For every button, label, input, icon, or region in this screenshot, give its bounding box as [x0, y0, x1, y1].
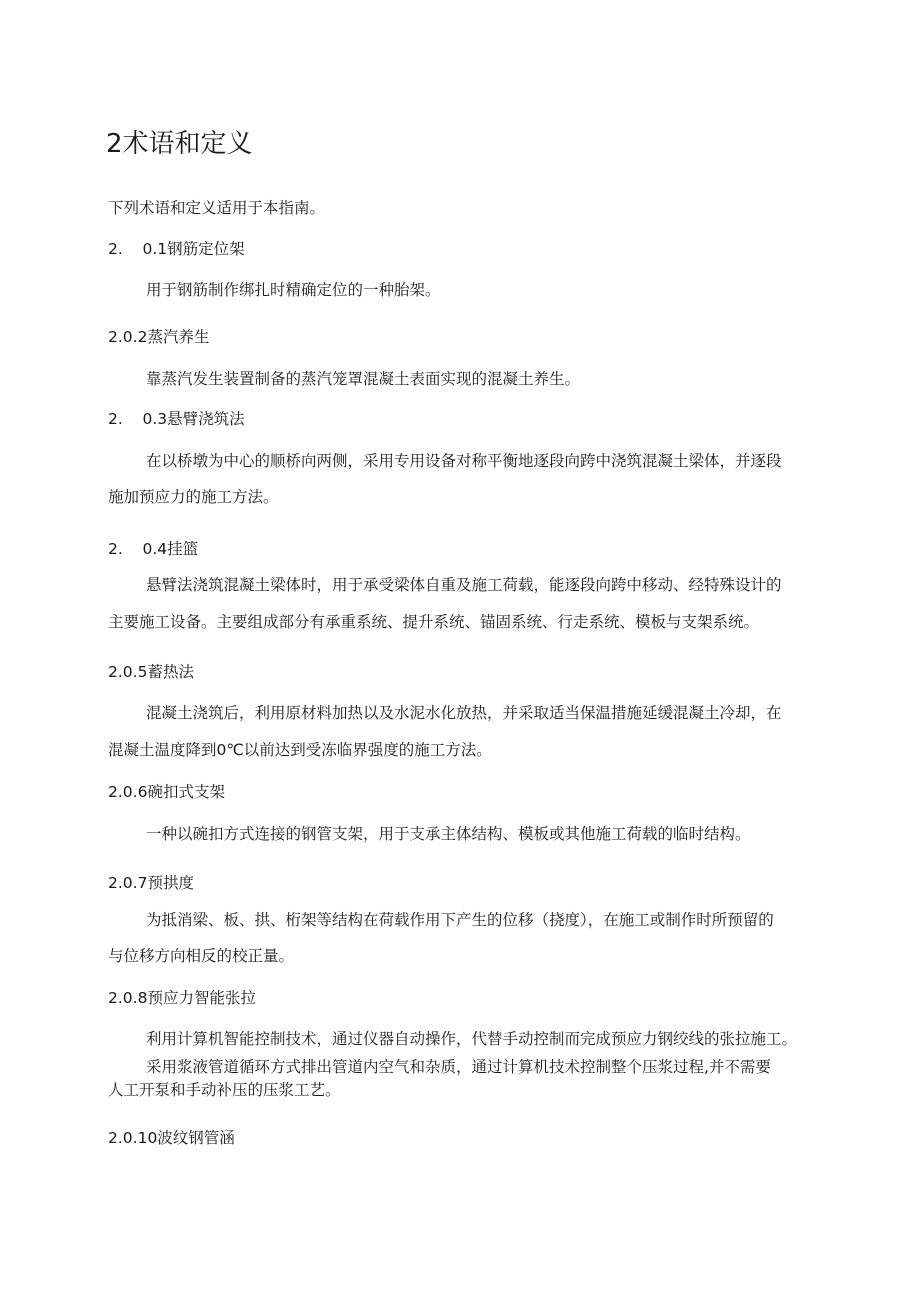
- section-heading: 2.0.8预应力智能张拉: [108, 989, 256, 1007]
- paragraph-line: 靠蒸汽发生装置制备的蒸汽笼罩混凝土表面实现的混凝土养生。: [146, 370, 581, 388]
- paragraph-line: 为抵消梁、板、拱、桁架等结构在荷载作用下产生的位移（挠度），在施工或制作时所预留的: [146, 911, 774, 929]
- section-heading: 2. 0.3悬臂浇筑法: [108, 410, 245, 428]
- section-heading: 2.0.10波纹钢管涵: [108, 1129, 235, 1147]
- paragraph-line: 施加预应力的施工方法。: [108, 488, 279, 506]
- section-heading: 2.0.5蓄热法: [108, 663, 194, 681]
- paragraph-line: 采用浆液管道循环方式排出管道内空气和杂质，通过计算机技术控制整个压浆过程,并不需要: [146, 1058, 771, 1076]
- paragraph-line: 混凝土浇筑后，利用原材料加热以及水泥水化放热，并采取适当保温措施延缓混凝土冷却，在: [146, 704, 782, 722]
- paragraph-line: 人工开泵和手动补压的压浆工艺。: [108, 1081, 341, 1099]
- paragraph-line: 与位移方向相反的校正量。: [108, 947, 295, 965]
- paragraph-line: 用于钢筋制作绑扎时精确定位的一种胎架。: [146, 281, 441, 299]
- section-heading: 2.0.2蒸汽养生: [108, 328, 210, 346]
- paragraph-line: 主要施工设备。主要组成部分有承重系统、提升系统、锚固系统、行走系统、模板与支架系统。: [108, 613, 760, 631]
- page-title: 2术语和定义: [106, 129, 253, 159]
- section-heading: 2.0.7预拱度: [108, 874, 194, 892]
- paragraph-line: 利用计算机智能控制技术，通过仪器自动操作，代替手动控制而完成预应力钢绞线的张拉施工。: [146, 1030, 798, 1048]
- section-heading: 2. 0.4挂篮: [108, 540, 199, 558]
- paragraph-line: 混凝土温度降到0℃以前达到受冻临界强度的施工方法。: [108, 741, 492, 759]
- section-heading: 2.0.6碗扣式支架: [108, 783, 225, 801]
- intro-text: 下列术语和定义适用于本指南。: [108, 199, 326, 217]
- section-heading: 2. 0.1钢筋定位架: [108, 240, 245, 258]
- paragraph-line: 悬臂法浇筑混凝土梁体时，用于承受梁体自重及施工荷载，能逐段向跨中移动、经特殊设计的: [146, 576, 782, 594]
- paragraph-line: 一种以碗扣方式连接的钢管支架，用于支承主体结构、模板或其他施工荷载的临时结构。: [146, 825, 751, 843]
- paragraph-line: 在以桥墩为中心的顺桥向两侧，采用专用设备对称平衡地逐段向跨中浇筑混凝土梁体，并逐段: [146, 452, 782, 470]
